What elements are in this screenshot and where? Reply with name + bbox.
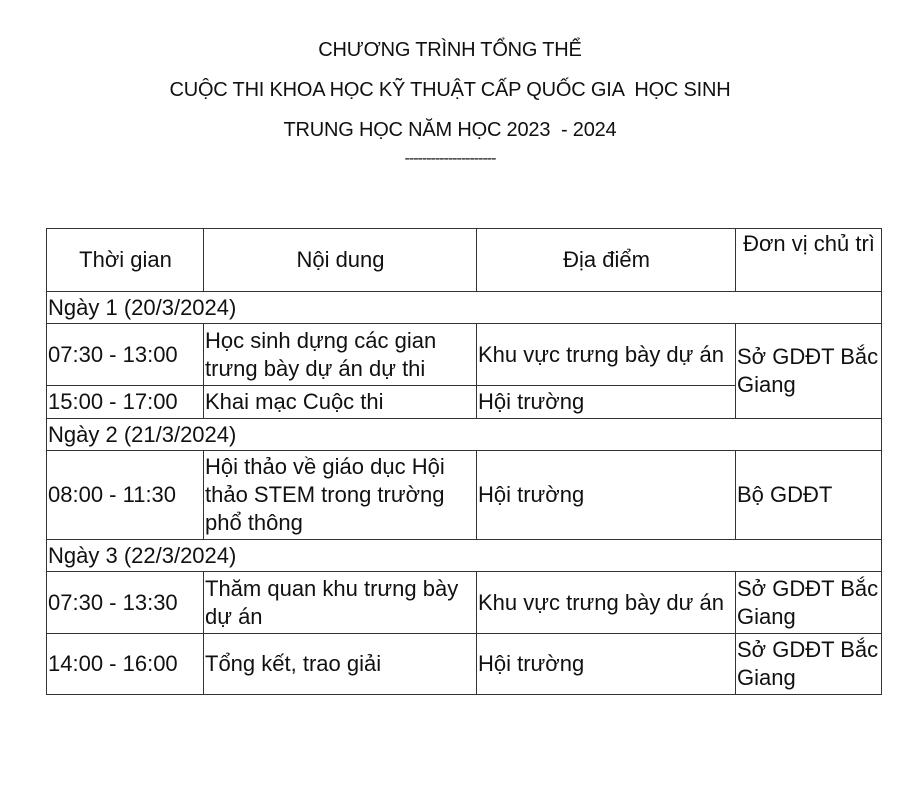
cell-time: 15:00 - 17:00 bbox=[47, 386, 204, 419]
cell-location: Khu vực trưng bày dư án bbox=[477, 572, 736, 634]
schedule-table bbox=[46, 228, 882, 695]
title-divider: --------------------- bbox=[404, 150, 496, 167]
cell-time: 08:00 - 11:30 bbox=[47, 451, 204, 540]
cell-unit: Sở GDĐT Bắc Giang bbox=[736, 634, 882, 695]
cell-content: Thăm quan khu trưng bày dự án bbox=[204, 572, 477, 634]
column-header-content: Nội dung bbox=[204, 229, 477, 292]
day-row bbox=[47, 292, 882, 324]
column-header-unit: Đơn vị chủ trì bbox=[736, 229, 882, 292]
cell-location: Hội trường bbox=[477, 634, 736, 695]
cell-location: Khu vực trưng bày dự án bbox=[477, 324, 736, 386]
day-label: Ngày 3 (22/3/2024) bbox=[47, 540, 882, 572]
column-header-location: Địa điểm bbox=[477, 229, 736, 292]
document-title: CHƯƠNG TRÌNH TỔNG THỂ bbox=[318, 39, 582, 61]
day-row bbox=[47, 419, 882, 451]
cell-time: 07:30 - 13:00 bbox=[47, 324, 204, 386]
cell-unit: Sở GDĐT Bắc Giang bbox=[736, 572, 882, 634]
cell-location: Hội trường bbox=[477, 451, 736, 540]
cell-unit: Bộ GDĐT bbox=[736, 451, 882, 540]
day-row bbox=[47, 540, 882, 572]
document-header bbox=[0, 30, 900, 168]
cell-content: Tổng kết, trao giải bbox=[204, 634, 477, 695]
table-row bbox=[47, 451, 882, 540]
cell-unit: Sở GDĐT Bắc Giang bbox=[736, 324, 882, 419]
cell-content: Học sinh dựng các gian trưng bày dự án dự thi bbox=[204, 324, 477, 386]
cell-content: Hội thảo về giáo dục Hội thảo STEM trong trường phổ thông bbox=[204, 451, 477, 540]
document-subtitle-line-2: TRUNG HỌC NĂM HỌC 2023 - 2024 bbox=[283, 119, 617, 141]
table-row bbox=[47, 634, 882, 695]
table-row bbox=[47, 572, 882, 634]
column-header-time: Thời gian bbox=[47, 229, 204, 292]
cell-location: Hội trường bbox=[477, 386, 736, 419]
table-row bbox=[47, 324, 882, 386]
day-label: Ngày 2 (21/3/2024) bbox=[47, 419, 882, 451]
cell-content: Khai mạc Cuộc thi bbox=[204, 386, 477, 419]
day-label: Ngày 1 (20/3/2024) bbox=[47, 292, 882, 324]
document-subtitle-line-1: CUỘC THI KHOA HỌC KỸ THUẬT CẤP QUỐC GIA HỌC SINH bbox=[169, 79, 731, 101]
cell-time: 14:00 - 16:00 bbox=[47, 634, 204, 695]
table-header-row bbox=[47, 229, 882, 292]
cell-time: 07:30 - 13:30 bbox=[47, 572, 204, 634]
